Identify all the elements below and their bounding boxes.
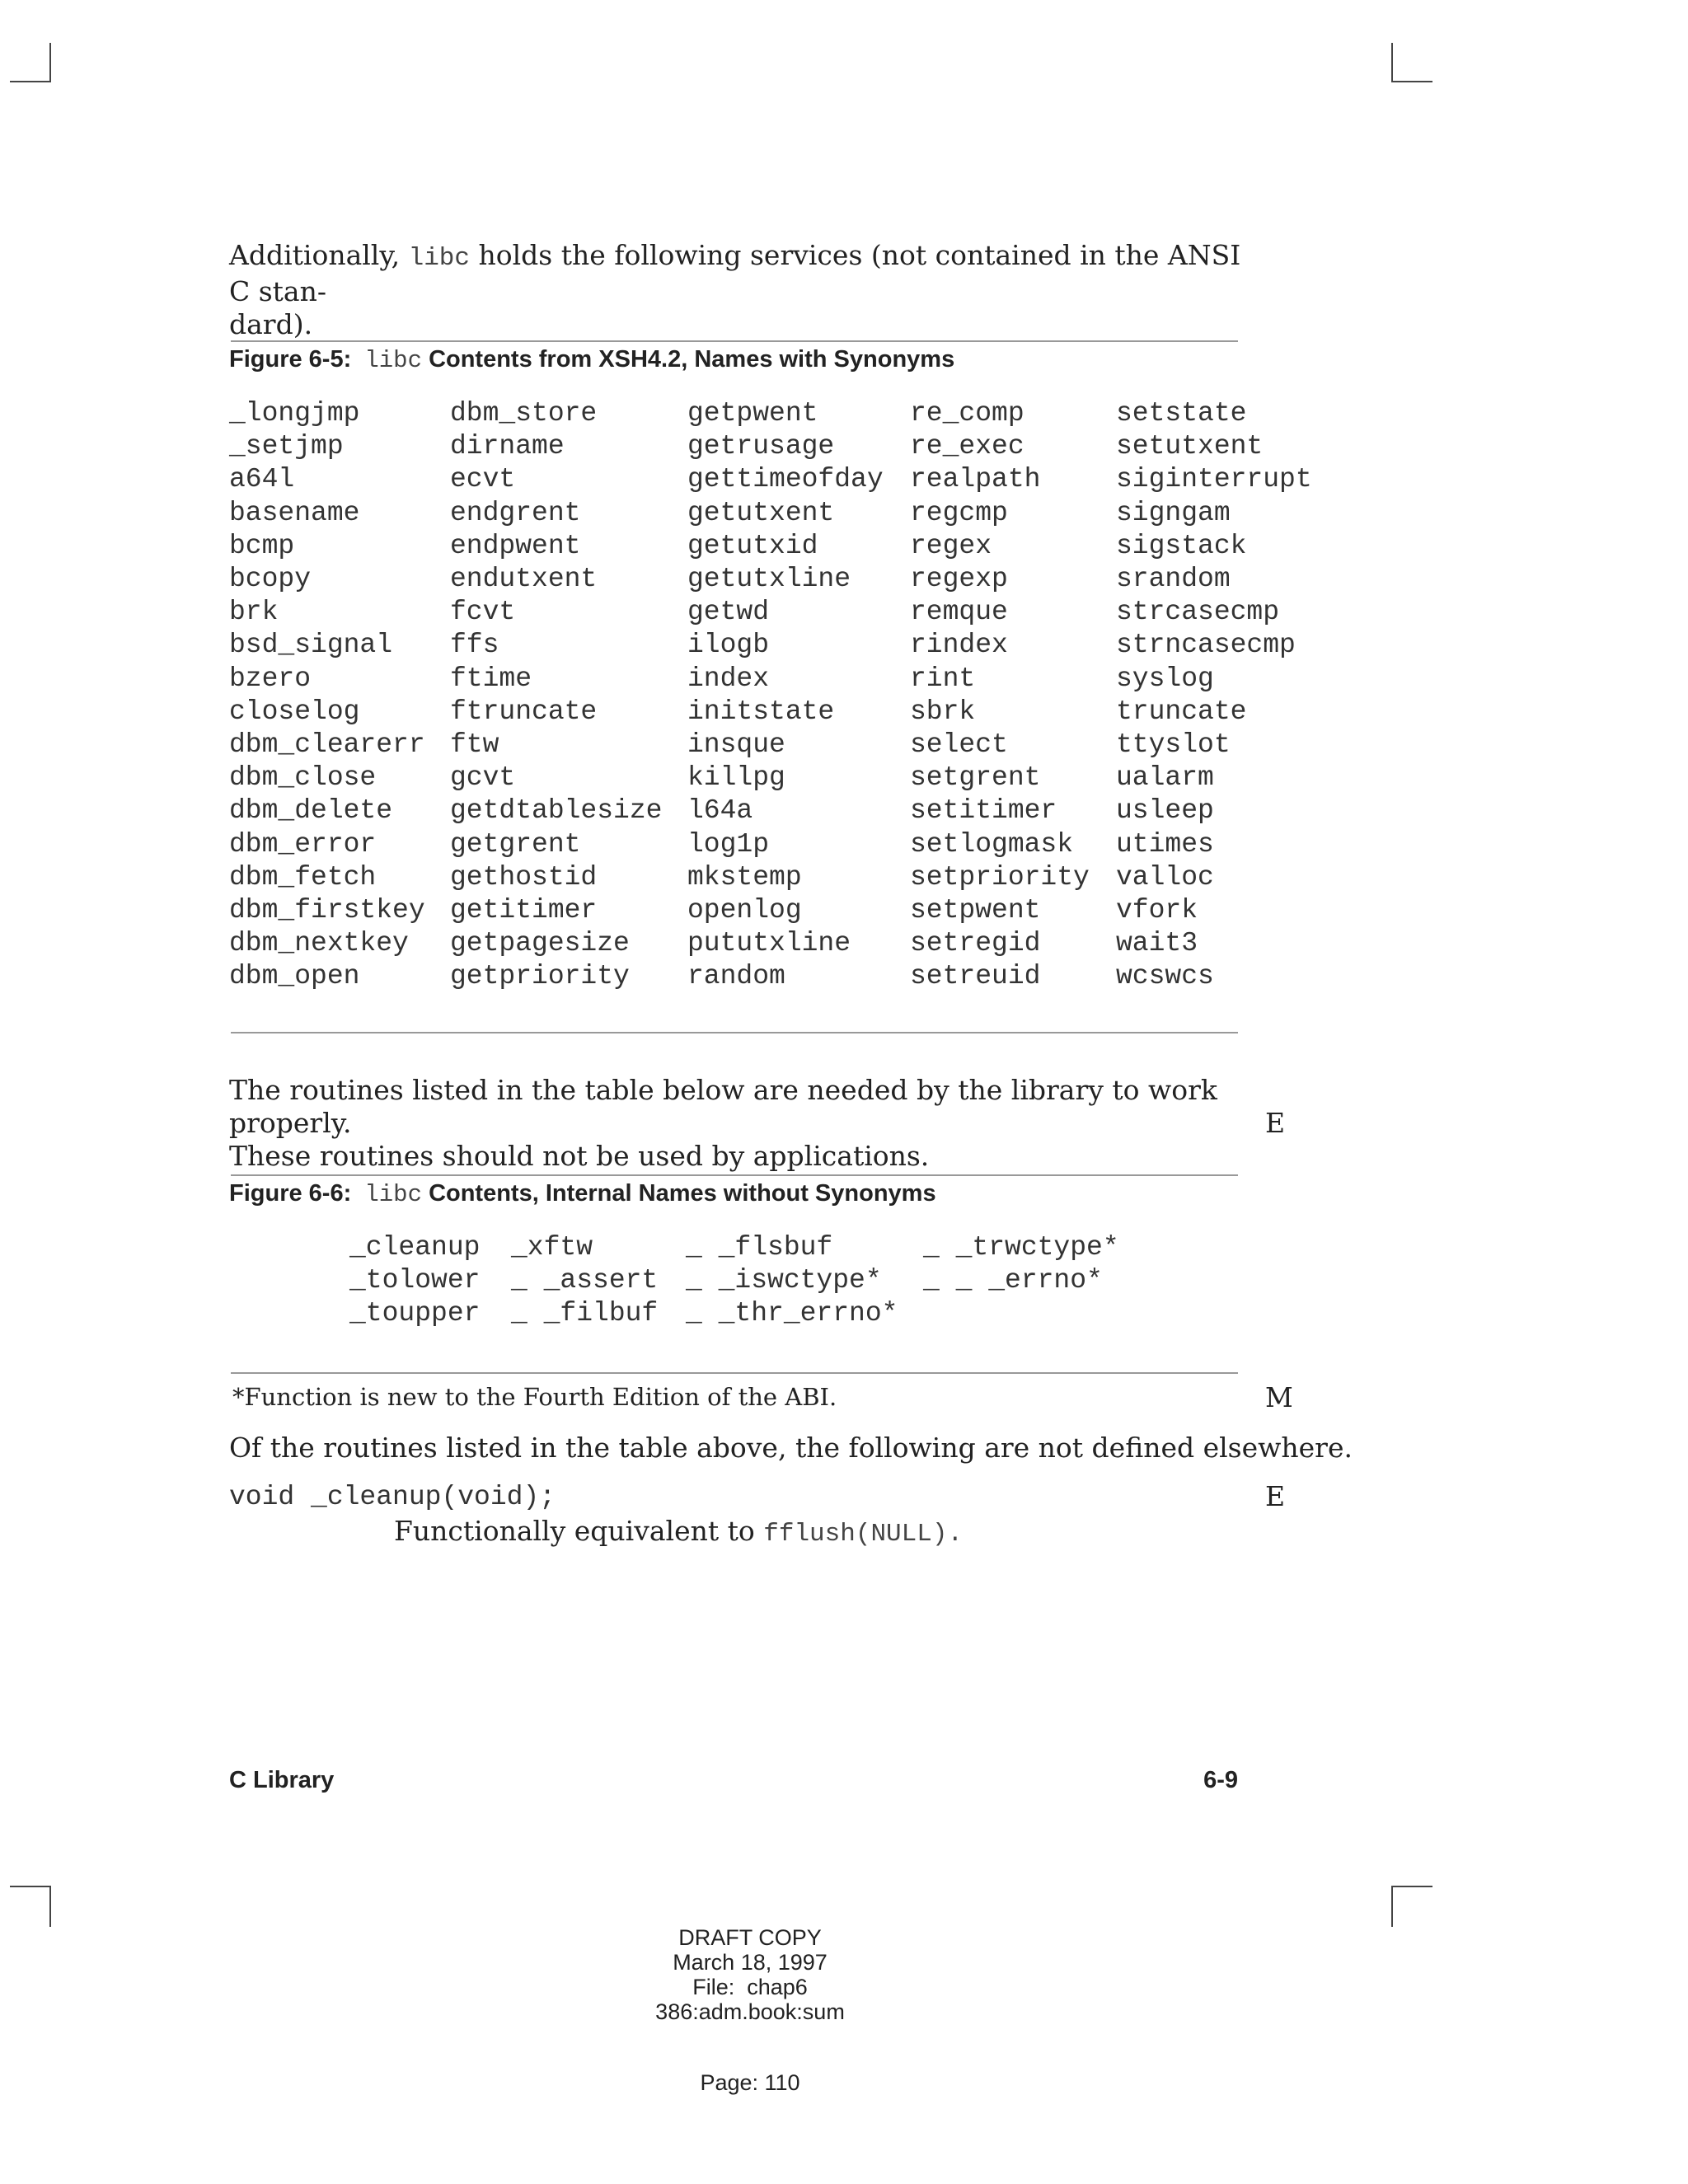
internal-function-name: _ _iswctype* — [686, 1265, 882, 1296]
figure-6-5-column-2 — [450, 397, 662, 994]
function-name: basename — [229, 497, 360, 528]
function-name: srandom — [1116, 564, 1231, 595]
function-name: getitimer — [450, 895, 598, 926]
crop-mark-bottom-right-vertical — [1391, 1886, 1393, 1927]
function-name: getutxid — [687, 530, 818, 561]
internal-function-name: _toupper — [349, 1298, 481, 1329]
figure-6-6-column-3 — [686, 1231, 898, 1330]
function-name: getpagesize — [450, 928, 630, 959]
function-name: initstate — [687, 696, 835, 727]
crop-mark-bottom-left-vertical — [49, 1886, 51, 1927]
function-name: getpriority — [450, 961, 630, 992]
function-name: ilogb — [687, 630, 770, 661]
function-name: a64l — [229, 464, 295, 495]
function-name: closelog — [229, 696, 360, 727]
function-name: dbm_nextkey — [229, 928, 409, 959]
figure-6-6-title — [229, 1180, 936, 1208]
cleanup-signature: void _cleanup(void); — [229, 1482, 556, 1512]
function-name: siginterrupt — [1116, 464, 1312, 495]
function-name: _setjmp — [229, 431, 344, 462]
routines-line1: The routines listed in the table below are needed by the library to work properly. — [229, 1074, 1217, 1139]
function-name: select — [910, 729, 1008, 761]
function-name: setlogmask — [910, 828, 1074, 860]
function-name: getrusage — [687, 431, 835, 462]
function-name: l64a — [687, 795, 753, 827]
draft-line2: March 18, 1997 — [673, 1950, 828, 1975]
footer-left: C Library — [229, 1767, 335, 1793]
figure-6-5-title — [229, 346, 954, 374]
function-name: regex — [910, 530, 992, 561]
function-name: setutxent — [1116, 431, 1264, 462]
change-bar-e-1: E — [1265, 1107, 1286, 1139]
function-name: truncate — [1116, 696, 1247, 727]
function-name: re_exec — [910, 431, 1025, 462]
function-name: log1p — [687, 828, 770, 860]
function-name: bzero — [229, 663, 312, 694]
intro-prefix: Additionally, — [229, 239, 409, 271]
function-name: syslog — [1116, 663, 1214, 694]
function-name: ttyslot — [1116, 729, 1231, 761]
function-name: gethostid — [450, 861, 598, 893]
figure-6-5-code: libc — [364, 347, 422, 374]
function-name: setpriority — [910, 861, 1090, 893]
crop-mark-top-right-vertical — [1391, 43, 1393, 82]
function-name: getgrent — [450, 828, 581, 860]
function-name: strncasecmp — [1116, 630, 1296, 661]
function-name: getutxent — [687, 497, 835, 528]
function-name: dbm_clearerr — [229, 729, 425, 761]
function-name: ftime — [450, 663, 532, 694]
function-name: ualarm — [1116, 762, 1214, 794]
figure-6-5-top-rule — [231, 340, 1238, 342]
function-name: endutxent — [450, 564, 598, 595]
function-name: bcmp — [229, 530, 295, 561]
function-name: sigstack — [1116, 530, 1247, 561]
internal-function-name: _cleanup — [349, 1232, 481, 1263]
function-name: setgrent — [910, 762, 1041, 794]
function-name: rindex — [910, 630, 1008, 661]
function-name: dbm_open — [229, 961, 360, 992]
function-name: dbm_store — [450, 398, 598, 429]
change-bar-m: M — [1265, 1381, 1293, 1413]
crop-mark-top-right-horizontal — [1391, 81, 1432, 82]
draft-line1: DRAFT COPY — [678, 1925, 822, 1950]
function-name: vfork — [1116, 895, 1198, 926]
not-defined-paragraph: Of the routines listed in the table above, the following are not defined elsewhere. — [229, 1432, 1353, 1464]
figure-6-6-label: Figure 6-6: — [229, 1180, 352, 1207]
intro-line1-rest: holds the following services (not contained in the ANSI C stan- — [229, 239, 1241, 307]
function-name: killpg — [687, 762, 785, 794]
function-name: dbm_close — [229, 762, 377, 794]
function-name: dbm_firstkey — [229, 895, 425, 926]
internal-function-name: _ _thr_errno* — [686, 1298, 898, 1329]
function-name: getutxline — [687, 564, 851, 595]
internal-function-name: _ _trwctype* — [923, 1232, 1119, 1263]
function-name: valloc — [1116, 861, 1214, 893]
change-bar-e-2: E — [1265, 1480, 1286, 1512]
function-name: bsd_signal — [229, 630, 393, 661]
figure-6-6-column-2 — [511, 1231, 658, 1330]
function-name: getpwent — [687, 398, 818, 429]
function-name: ecvt — [450, 464, 516, 495]
figure-6-5-title-text: Contents from XSH4.2, Names with Synonyms — [429, 346, 955, 373]
function-name: mkstemp — [687, 861, 802, 893]
figure-6-6-column-1 — [349, 1231, 480, 1330]
intro-line2: dard). — [229, 308, 313, 340]
function-name: getwd — [687, 597, 770, 628]
function-name: random — [687, 961, 785, 992]
function-name: insque — [687, 729, 785, 761]
function-name: setpwent — [910, 895, 1041, 926]
cleanup-desc-prefix: Functionally equivalent to — [394, 1515, 764, 1547]
figure-6-6-column-4 — [923, 1231, 1119, 1297]
draft-line3: File: chap6 — [692, 1975, 808, 1999]
function-name: index — [687, 663, 770, 694]
function-name: dbm_fetch — [229, 861, 377, 893]
figure-6-5-column-4 — [910, 397, 1090, 994]
intro-code: libc — [408, 244, 471, 273]
function-name: setreuid — [910, 961, 1041, 992]
routines-line2: These routines should not be used by applications. — [229, 1140, 930, 1172]
function-name: wait3 — [1116, 928, 1198, 959]
cleanup-description — [394, 1515, 963, 1551]
routines-paragraph — [229, 1074, 1259, 1173]
function-name: setitimer — [910, 795, 1057, 827]
internal-function-name: _xftw — [511, 1232, 593, 1263]
function-name: ffs — [450, 630, 499, 661]
function-name: getdtablesize — [450, 795, 663, 827]
page-number: Page: 110 — [700, 2070, 800, 2095]
function-name: pututxline — [687, 928, 851, 959]
function-name: _longjmp — [229, 398, 360, 429]
figure-6-6-top-rule — [231, 1174, 1238, 1176]
function-name: ftw — [450, 729, 499, 761]
function-name: regcmp — [910, 497, 1008, 528]
function-name: wcswcs — [1116, 961, 1214, 992]
function-name: gettimeofday — [687, 464, 884, 495]
function-name: dbm_delete — [229, 795, 393, 827]
function-name: re_comp — [910, 398, 1025, 429]
function-name: bcopy — [229, 564, 312, 595]
figure-6-5-column-1 — [229, 397, 425, 994]
function-name: strcasecmp — [1116, 597, 1280, 628]
figure-6-6-bottom-rule — [231, 1372, 1238, 1374]
function-name: sbrk — [910, 696, 976, 727]
function-name: regexp — [910, 564, 1008, 595]
function-name: dirname — [450, 431, 565, 462]
cleanup-desc-code: fflush(NULL). — [763, 1520, 964, 1549]
footnote: *Function is new to the Fourth Edition of the ABI. — [232, 1383, 837, 1411]
function-name: rint — [910, 663, 976, 694]
figure-6-5-bottom-rule — [231, 1032, 1238, 1033]
function-name: gcvt — [450, 762, 516, 794]
function-name: dbm_error — [229, 828, 377, 860]
internal-function-name: _ _filbuf — [511, 1298, 659, 1329]
figure-6-6-title-text: Contents, Internal Names without Synonyms — [429, 1180, 936, 1207]
intro-paragraph — [229, 239, 1259, 341]
crop-mark-top-left-vertical — [49, 43, 51, 82]
function-name: usleep — [1116, 795, 1214, 827]
draft-line4: 386:adm.book:sum — [655, 1999, 845, 2024]
figure-6-6-code: libc — [364, 1181, 422, 1208]
function-name: endgrent — [450, 497, 581, 528]
internal-function-name: _ _ _errno* — [923, 1265, 1103, 1296]
function-name: signgam — [1116, 497, 1231, 528]
function-name: fcvt — [450, 597, 516, 628]
function-name: ftruncate — [450, 696, 598, 727]
draft-stamp — [0, 1925, 1500, 2024]
figure-6-5-column-5 — [1116, 397, 1312, 994]
function-name: utimes — [1116, 828, 1214, 860]
function-name: endpwent — [450, 530, 581, 561]
function-name: realpath — [910, 464, 1041, 495]
crop-mark-top-left-horizontal — [10, 81, 51, 82]
internal-function-name: _ _assert — [511, 1265, 659, 1296]
function-name: remque — [910, 597, 1008, 628]
internal-function-name: _tolower — [349, 1265, 481, 1296]
footer-right: 6-9 — [1203, 1767, 1238, 1793]
function-name: setstate — [1116, 398, 1247, 429]
figure-6-5-label: Figure 6-5: — [229, 346, 352, 373]
crop-mark-bottom-right-horizontal — [1391, 1886, 1432, 1887]
crop-mark-bottom-left-horizontal — [10, 1886, 51, 1887]
function-name: openlog — [687, 895, 802, 926]
internal-function-name: _ _flsbuf — [686, 1232, 833, 1263]
figure-6-5-column-3 — [687, 397, 884, 994]
function-name: brk — [229, 597, 279, 628]
function-name: setregid — [910, 928, 1041, 959]
